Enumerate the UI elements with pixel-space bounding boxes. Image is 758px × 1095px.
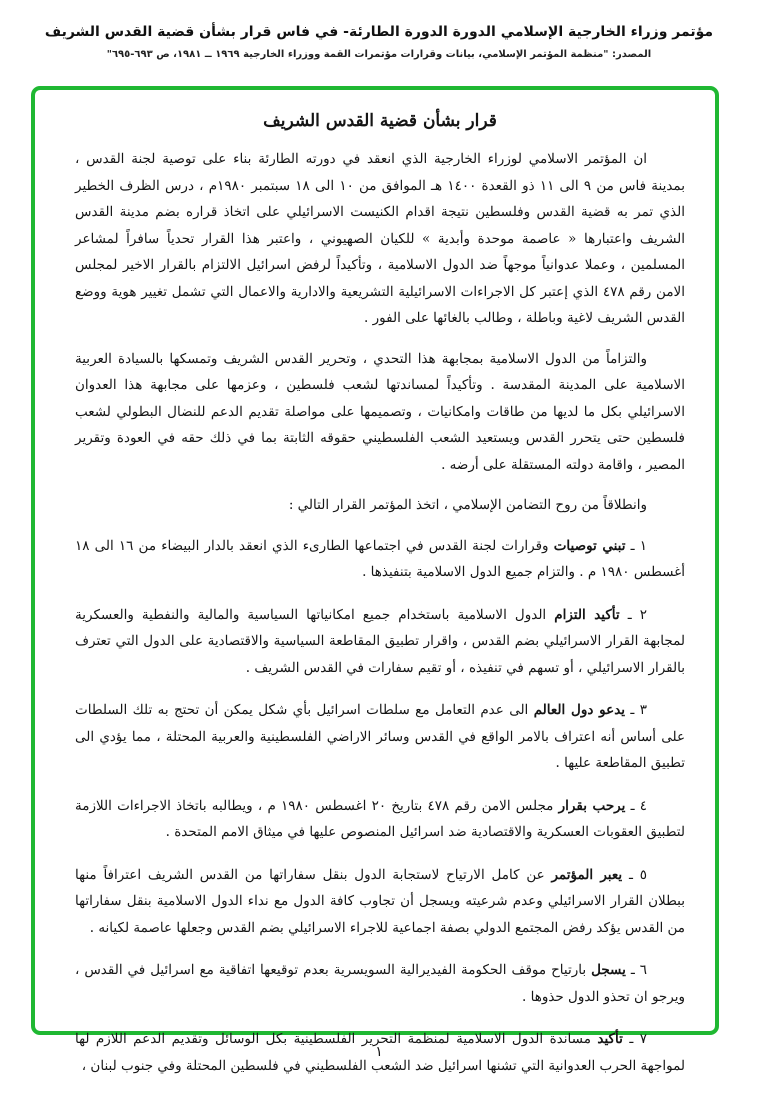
item-text: الدول الاسلامية باستخدام جميع امكانياتها السياسية والمالية والنفطية والعسكرية لمجابهة القرار الاسرائيلي بضم القدس ، واقرار تطبيق المقاطعة السياسية والاقتصادية على الدول التي تعترف بالقرار الاسرائيلي ، أو تسهم في تنفيذه ، أو تقيم سفارات في القدس الشريف . <box>75 606 685 676</box>
preamble-paragraph-1: ان المؤتمر الاسلامي لوزراء الخارجية الذي انعقد في دورته الطارئة بناء على توصية لجنة القدس ، بمدينة فاس من ٩ الى ١١ ذو القعدة ١٤٠٠ هـ الموافق من ١٠ الى ١٨ سبتمبر ١٩٨٠م ، درس الظرف الخطير الذي تمر به قضية القدس وفلسطين نتيجة اقدام الكنيست الاسرائيلي على اتخاذ قراره بضم مدينة القدس الشريف واعتبارها « عاصمة موحدة وأبدية » للكيان الصهيوني ، واعتبر هذا القرار تحدياً سافراً لمشاعر المسلمين ، وعملا عدوانياً موجهاً ضد الدول الاسلامية ، وتأكيداً لرفض اسرائيل الالتزام بالقرار الاخير لمجلس الامن رقم ٤٧٨ الذي إعتبر كل الاجراءات الاسرائيلية التشريعية والادارية والاعمال التي تشمل تغيير هوية ووضع القدس الشريف لاغية وباطلة ، وطالب بالغائها على الفور . <box>75 151 685 326</box>
item-lead: تأكيد <box>597 1031 623 1047</box>
item-lead: يعبر المؤتمر <box>551 866 623 883</box>
item-number: ٥ ـ <box>628 866 647 883</box>
resolution-item-5 <box>75 862 685 942</box>
resolution-item-2 <box>75 602 685 682</box>
item-number: ٣ ـ <box>630 702 648 718</box>
item-number: ٢ ـ <box>627 606 648 623</box>
document-title: قرار بشأن قضية القدس الشريف <box>263 111 497 131</box>
resolution-item-6 <box>75 957 685 1010</box>
item-number: ٦ ـ <box>630 962 648 978</box>
item-text: بارتياح موقف الحكومة الفيديرالية السويسرية بعدم توقيعها اتفاقية مع اسرائيل في القدس ، ويرجو ان تحذو الدول حذوها . <box>75 962 685 1005</box>
item-number: ٤ ـ <box>630 797 648 814</box>
item-text: وقرارات لجنة القدس في اجتماعها الطارىء الذي انعقد بالدار البيضاء من ١٦ الى ١٨ أغسطس ١٩٨٠ م . والتزام جميع الدول الاسلامية بتنفيذها . <box>75 537 685 580</box>
item-lead: يرحب بقرار <box>558 797 626 814</box>
page-number: ١ <box>375 1044 383 1060</box>
item-number: ٧ ـ <box>629 1031 647 1047</box>
resolution-item-1 <box>75 533 685 586</box>
item-lead: تأكيد التزام <box>554 606 620 623</box>
item-text: الى عدم التعامل مع سلطات اسرائيل بأي شكل يمكن أن تحتج به تلك السلطات على أساس أنه اعتراف بالامر الواقع في القدس وسائر الاراضي الفلسطينية والعربية المحتلة ، مما يؤدي الى تطبيق المقاطعة عليها . <box>75 702 685 771</box>
resolution-item-4 <box>75 793 685 846</box>
item-text: عن كامل الارتياح لاستجابة الدول بنقل سفاراتها من القدس الشريف اعترافاً منها ببطلان القرار الاسرائيلي وعدم شرعيته ويسجل أن تجاوب كافة الدول مع نداء الدول الاسلامية بنقل سفاراتها من القدس يؤكد رفض المجتمع الدولي بصفة اجماعية للاجراء الاسرائيلي بضم القدس وجعلها عاصمة لكيانه . <box>75 866 685 936</box>
document-frame <box>31 86 719 1074</box>
preamble-paragraph-3: وانطلاقاً من روح التضامن الإسلامي ، اتخذ المؤتمر القرار التالي : <box>288 497 647 513</box>
item-text: مساندة الدول الاسلامية لمنظمة التحرير الفلسطينية بكل الوسائل وتقديم الدعم اللازم لها لمواجهة الحرب العدوانية التي تشنها اسرائيل ضد الشعب الفلسطيني في فلسطين المحتلة وفي جنوب لبنان ، <box>75 1031 685 1074</box>
page-header <box>0 22 758 64</box>
item-lead: يسجل <box>591 962 626 978</box>
document-body <box>75 108 685 1095</box>
item-lead: تبني توصيات <box>553 537 626 554</box>
preamble-paragraph-2: والتزاماً من الدول الاسلامية بمجابهة هذا التحدي ، وتحرير القدس الشريف وتمسكها بالسيادة العربية الاسلامية على المدينة المقدسة . وتأكيداً لمساندتها لشعب فلسطين ، وعزمها على مجابهة هذا العدوان الاسرائيلي بكل ما لديها من طاقات وامكانيات ، وتصميمها على مواصلة تقديم الدعم للنضال البطولي لشعب فلسطين حتى يتحرر القدس ويستعيد الشعب الفلسطيني حقوقه الثابتة بما في ذلك حقه في العودة وتقرير المصير ، واقامة دولته المستقلة على أرضه . <box>75 350 685 473</box>
resolution-item-3 <box>75 697 685 777</box>
item-lead: يدعو دول العالم <box>533 702 626 718</box>
header-title: مؤتمر وزراء الخارجية الإسلامي الدورة الدورة الطارئة- في فاس قرار بشأن قضية القدس الشريف <box>44 24 714 40</box>
item-number: ١ ـ <box>630 537 648 554</box>
source-citation: المصدر: "منظمة المؤتمر الإسلامي، بيانات وقرارات مؤتمرات القمة ووزراء الخارجية ١٩٦٩ ــ ١٩٨١، ص ٦٩٣-٦٩٥" <box>106 49 652 60</box>
item-text: مجلس الامن رقم ٤٧٨ بتاريخ ٢٠ اغسطس ١٩٨٠ م ، ويطالبه باتخاذ الاجراءات اللازمة لتطبيق العقوبات العسكرية والاقتصادية ضد اسرائيل المنصوص عليها في ميثاق الامم المتحدة . <box>75 797 685 840</box>
